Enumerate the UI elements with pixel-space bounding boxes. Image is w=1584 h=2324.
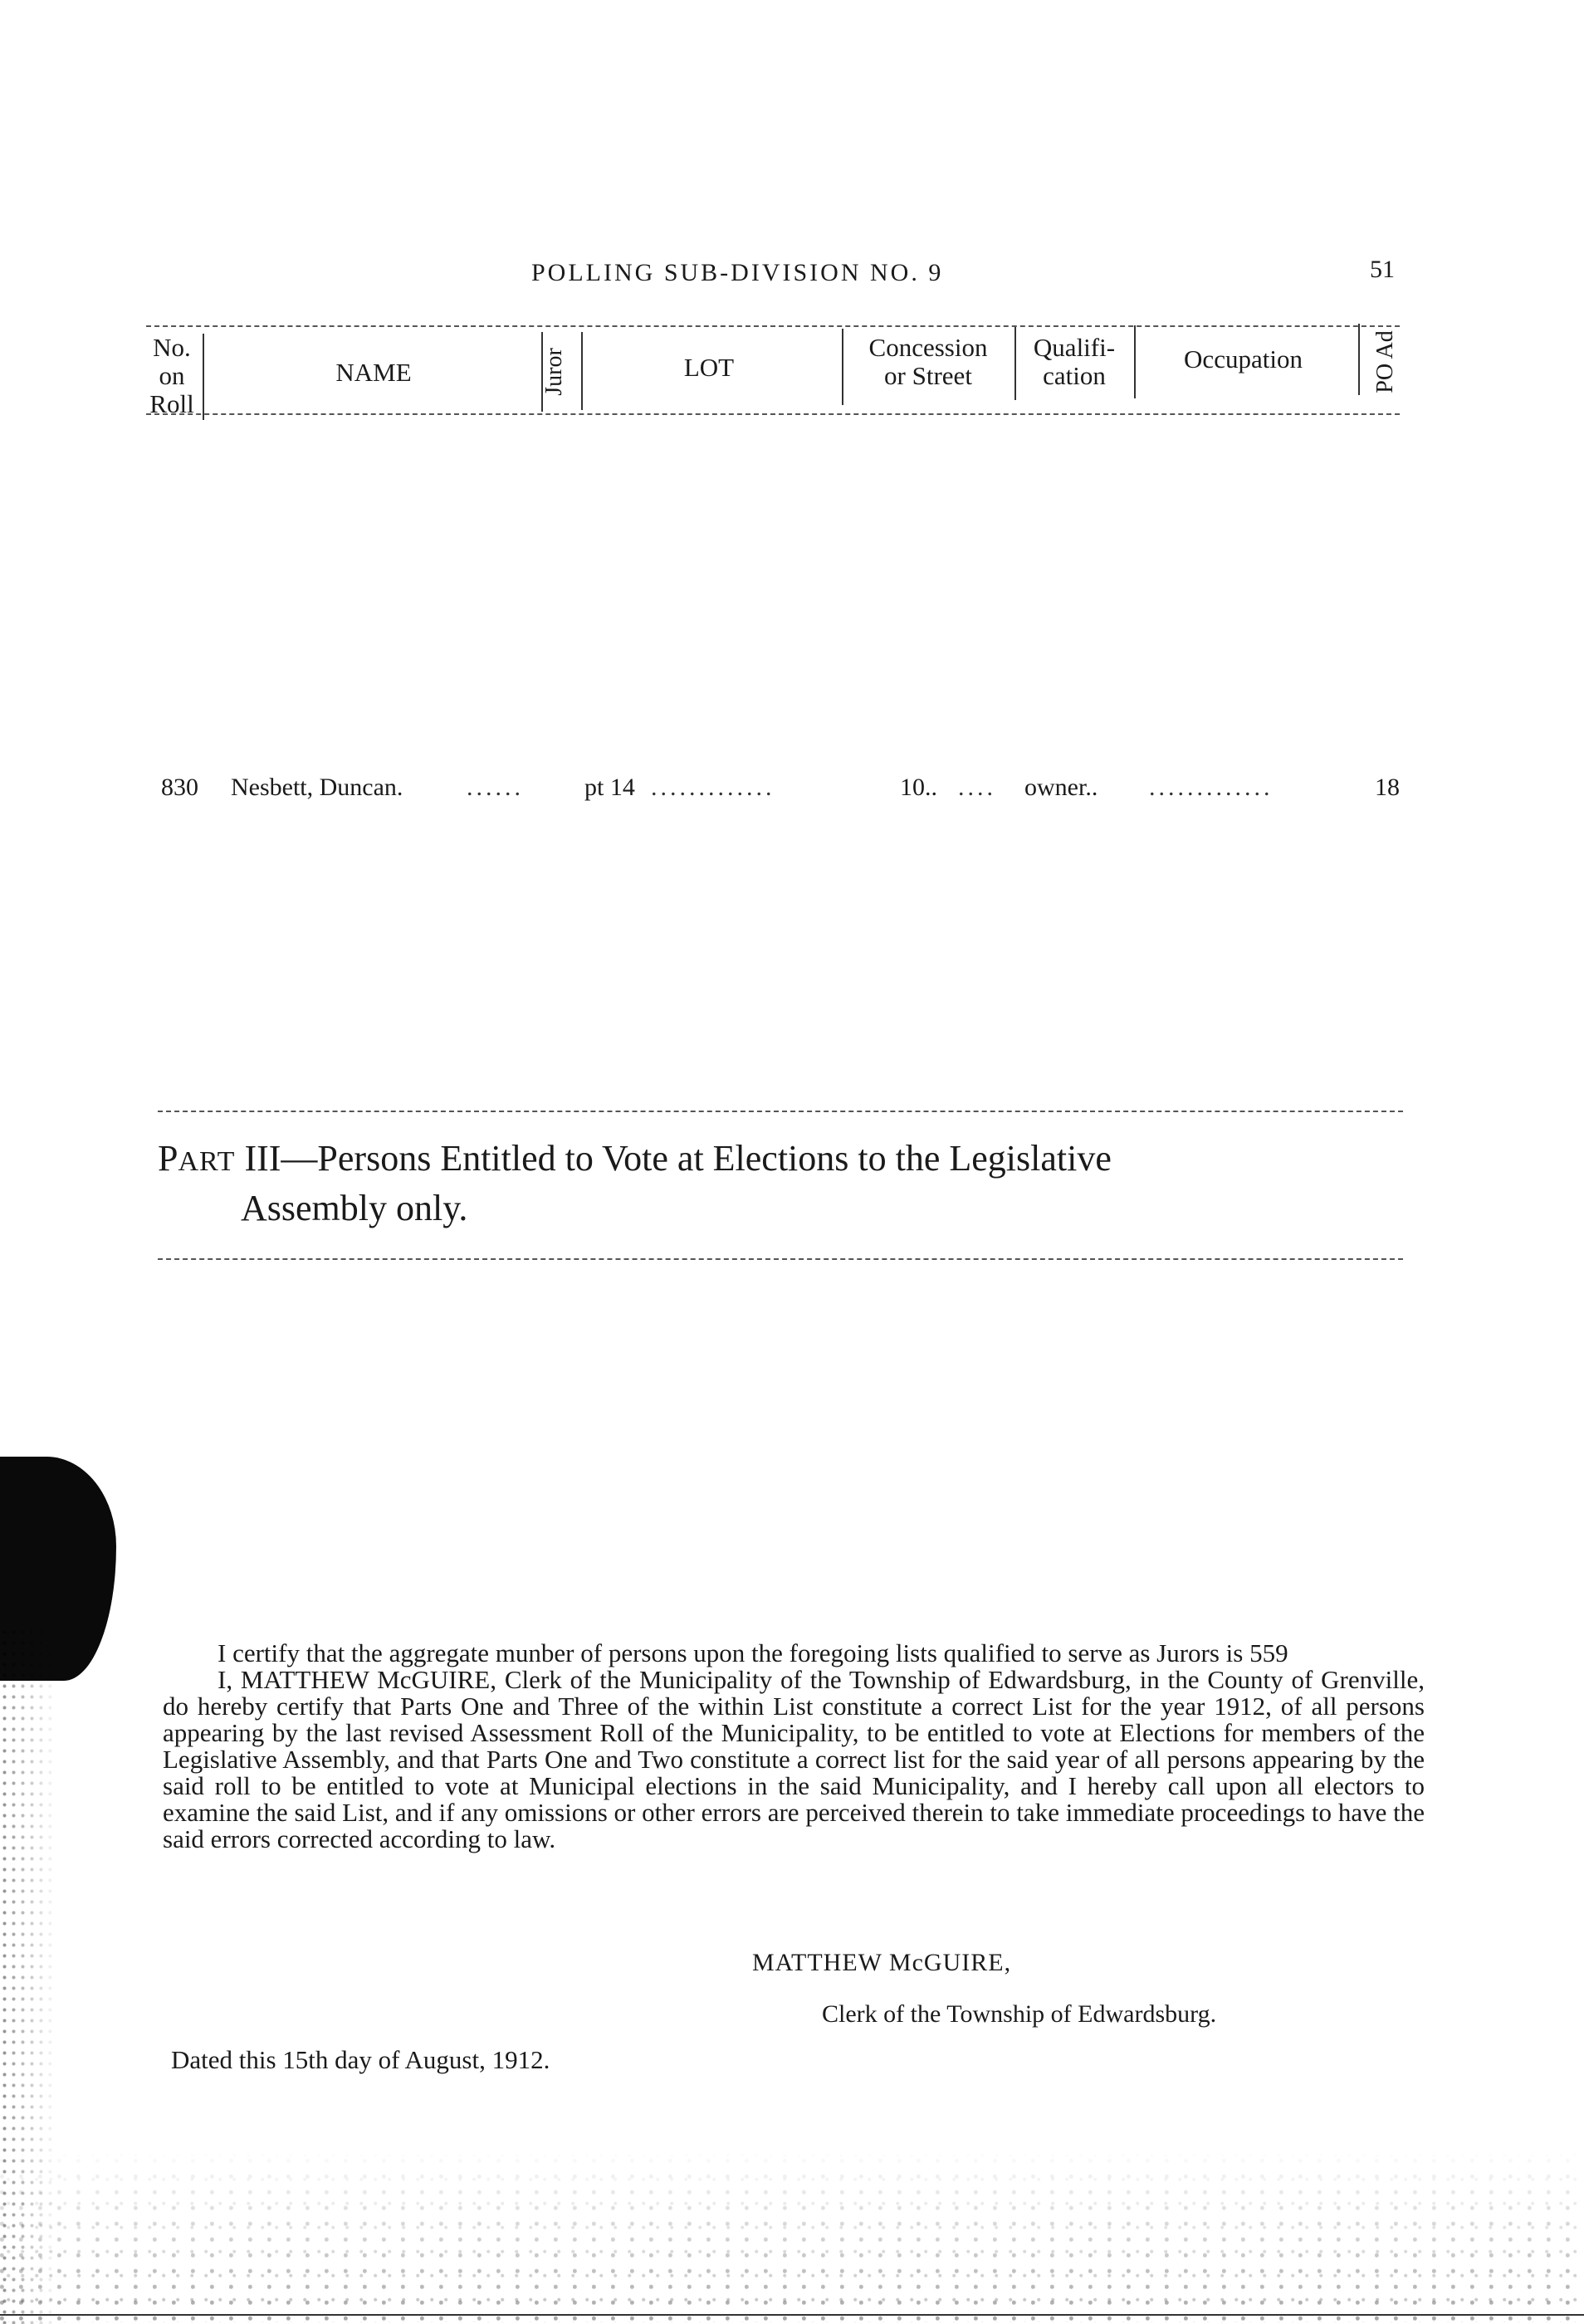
col-head-juror: Juror xyxy=(541,348,567,396)
part3-heading: PART III—Persons Entitled to Vote at Elections to the Legislative Assembly only. xyxy=(158,1138,1112,1228)
col-head-lot: LOT xyxy=(683,353,735,382)
elector-name: Nesbett, Duncan. xyxy=(231,774,403,801)
leader-dots: .... xyxy=(958,774,996,801)
leader-dots: ............. xyxy=(651,774,775,801)
col-divider xyxy=(203,334,204,420)
col-head-no-on-roll: No. on Roll xyxy=(149,333,194,418)
clerk-statement: I, MATTHEW McGUIRE, Clerk of the Municipality of the Township of Edwardsburg, in the County of Grenville, do hereby certify that Parts One and Three of the within List constitute a correct List for the year 1912, of all persons appearing by the last revised Assessment Roll of the Municipality, to be entitled to vote at Elections for members of the Legislative Assembly, and that Parts One and Two constitute a correct list for the said year of all persons appearing by the said roll to be entitled to vote at Municipal elections in the said Municipality, and I hereby call upon all electors to examine the said List, and if any omissions or other errors are perceived therein to take immediate proceedings to have the said errors corrected according to law. xyxy=(163,1665,1425,1853)
certificate-block xyxy=(163,1640,1425,1853)
col-head-po-address: PO Ad xyxy=(1372,330,1398,393)
page-number: 51 xyxy=(1370,256,1395,283)
po-value: 18 xyxy=(1375,774,1400,801)
part3-top-rule xyxy=(158,1111,1403,1112)
col-head-concession: Concession or Street xyxy=(868,333,988,390)
col-head-qualification: Qualifi- cation xyxy=(1033,333,1116,390)
jurors-certification: I certify that the aggregate munber of persons upon the foregoing lists qualified to serve as Jurors is 559 xyxy=(218,1638,1288,1667)
page-bottom-edge xyxy=(0,2314,1584,2316)
leader-dots: ...... xyxy=(467,774,524,801)
col-head-name: NAME xyxy=(335,358,412,387)
roll-number: 830 xyxy=(161,774,198,801)
col-head-occupation: Occupation xyxy=(1184,344,1303,374)
lot-value: pt 14 xyxy=(584,774,635,801)
col-divider xyxy=(1358,324,1360,395)
date-line: Dated this 15th day of August, 1912. xyxy=(171,2045,550,2074)
concession-value: 10.. xyxy=(900,774,937,801)
clerk-signature: MATTHEW McGUIRE, xyxy=(752,1949,1012,1976)
running-head: POLLING SUB-DIVISION NO. 9 xyxy=(531,259,944,286)
leader-dots: ............. xyxy=(1149,774,1274,801)
clerk-title: Clerk of the Township of Edwardsburg. xyxy=(822,2000,1217,2028)
header-top-rule xyxy=(146,325,1400,327)
col-divider xyxy=(1134,325,1136,398)
scan-noise-bottom xyxy=(0,2148,1584,2322)
col-divider xyxy=(842,329,843,405)
occupation-value: owner.. xyxy=(1024,774,1098,801)
header-bottom-rule xyxy=(146,413,1400,415)
part3-bottom-rule xyxy=(158,1258,1403,1260)
col-divider xyxy=(581,332,583,410)
